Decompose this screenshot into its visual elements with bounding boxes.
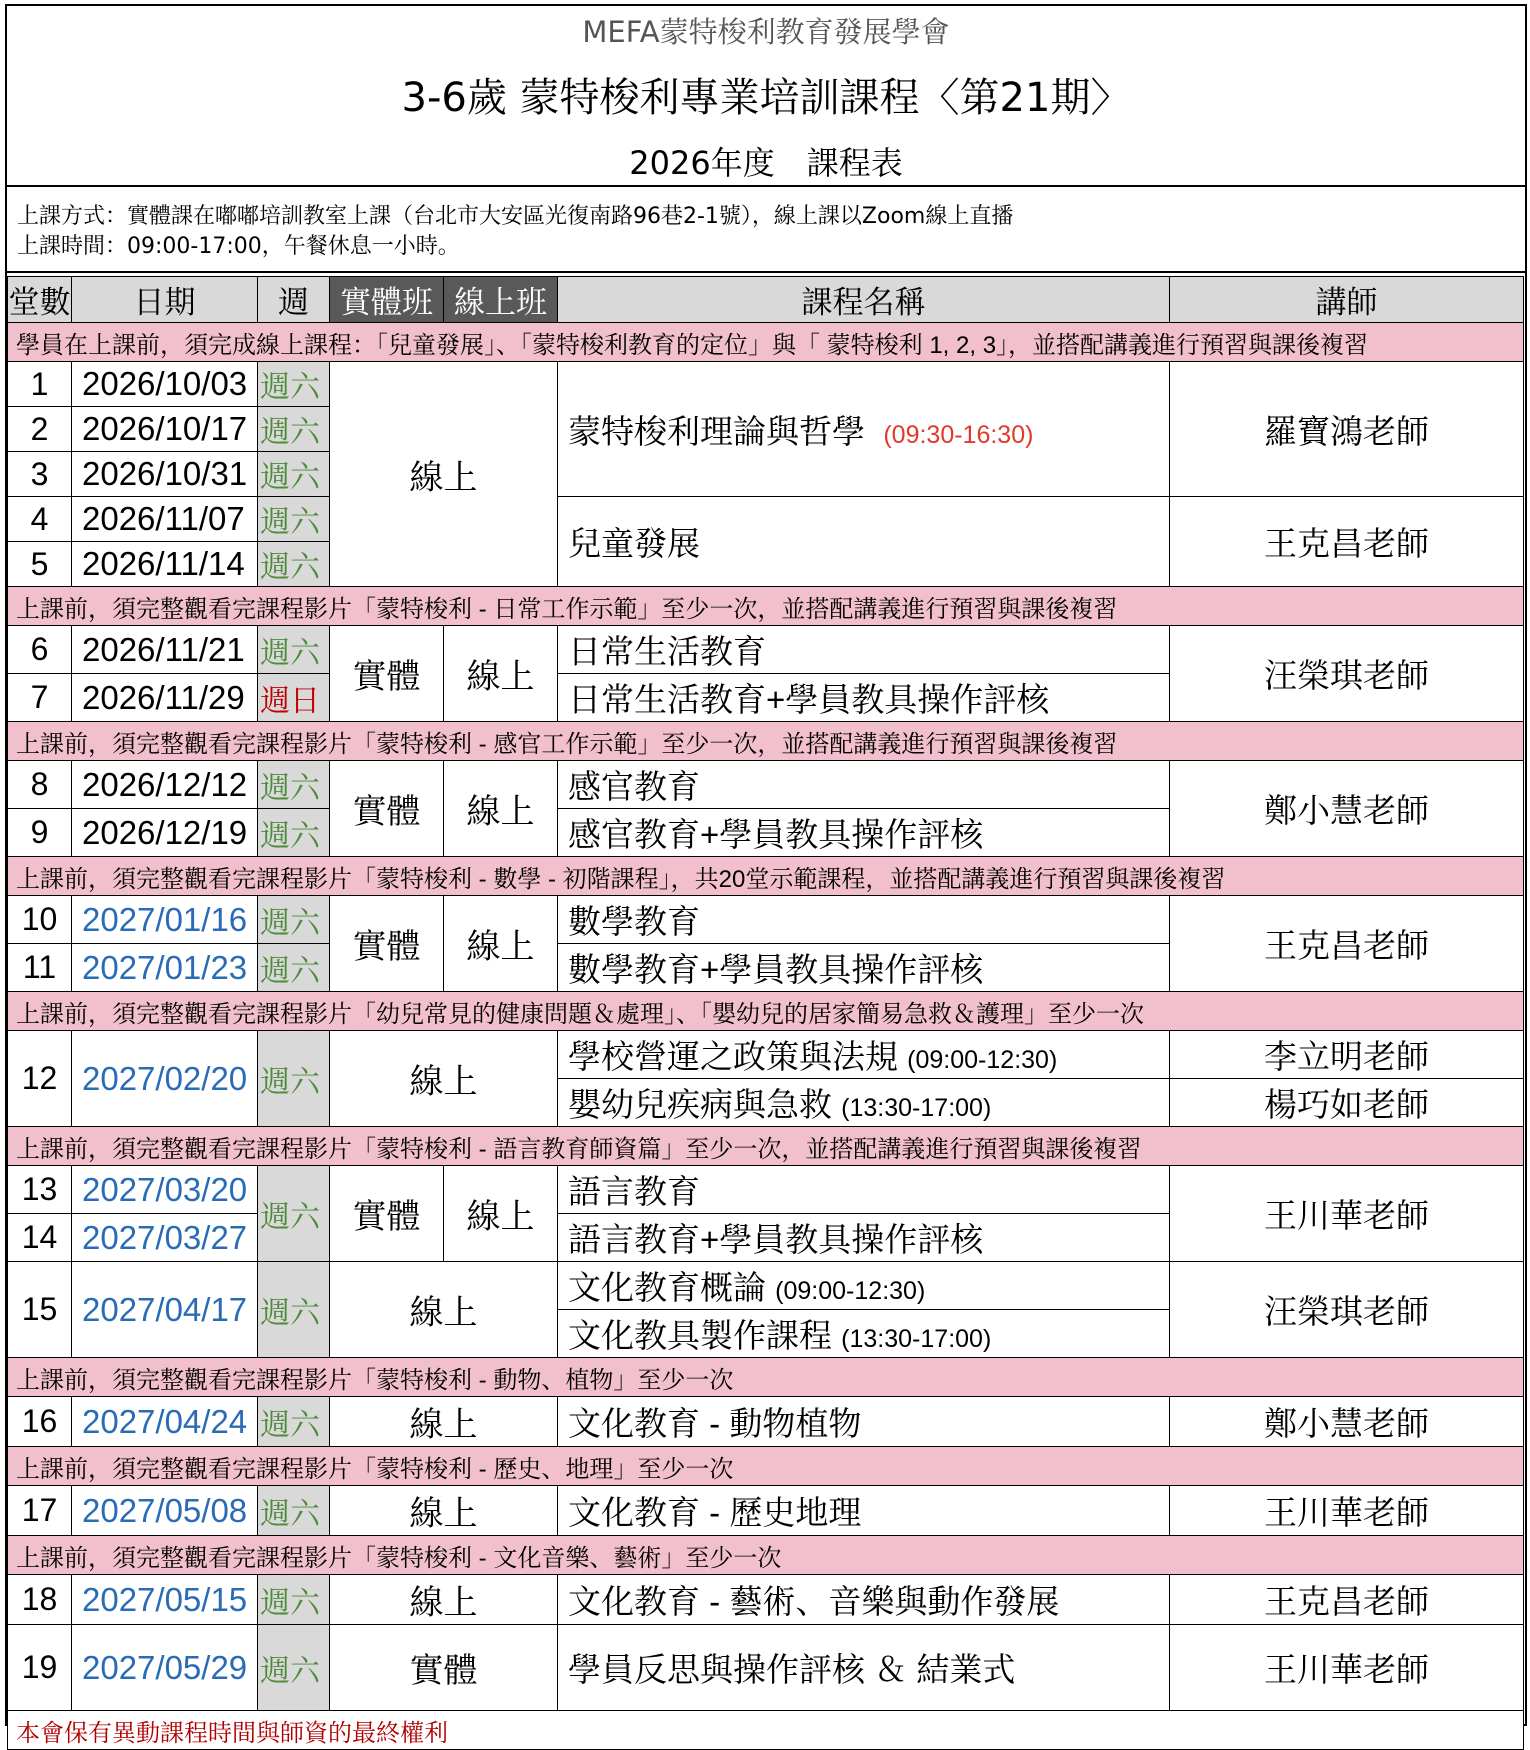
teacher-name: 汪榮琪老師 bbox=[1170, 626, 1524, 722]
table-row bbox=[8, 1262, 1524, 1310]
session-mode-online: 線上 bbox=[444, 1166, 558, 1262]
teacher-name: 王川華老師 bbox=[1170, 1166, 1524, 1262]
session-number: 11 bbox=[8, 944, 72, 992]
table-row bbox=[8, 1486, 1524, 1536]
session-date: 2027/05/08 bbox=[72, 1486, 258, 1536]
teacher-name: 王克昌老師 bbox=[1170, 497, 1524, 587]
session-number: 10 bbox=[8, 896, 72, 944]
session-weekday: 週六 bbox=[258, 626, 330, 674]
session-number: 18 bbox=[8, 1575, 72, 1625]
notice-banner: 上課前，須完整觀看完課程影片「蒙特梭利 - 歷史、地理」至少一次 bbox=[8, 1447, 1524, 1486]
notice-banner: 上課前，須完整觀看完課程影片「蒙特梭利 - 語言教育師資篇」至少一次，並搭配講義進行預習與課後複習 bbox=[8, 1127, 1524, 1166]
session-date: 2027/05/15 bbox=[72, 1575, 258, 1625]
course-time: (13:30-17:00) bbox=[841, 1325, 992, 1353]
teacher-name: 汪榮琪老師 bbox=[1170, 1262, 1524, 1358]
teacher-name: 羅寶鴻老師 bbox=[1170, 362, 1524, 497]
notice-banner: 上課前，須完整觀看完課程影片「蒙特梭利 - 日常工作示範」至少一次，並搭配講義進行預習與課後複習 bbox=[8, 587, 1524, 626]
session-date: 2026/11/07 bbox=[72, 497, 258, 542]
session-date: 2027/03/20 bbox=[72, 1166, 258, 1214]
session-weekday: 週六 bbox=[258, 362, 330, 407]
session-date: 2026/11/21 bbox=[72, 626, 258, 674]
table-row bbox=[8, 1397, 1524, 1447]
session-mode-physical: 實體 bbox=[330, 896, 444, 992]
session-number: 19 bbox=[8, 1625, 72, 1711]
notice-banner: 上課前，須完整觀看完課程影片「蒙特梭利 - 感官工作示範」至少一次，並搭配講義進行預習與課後複習 bbox=[8, 722, 1524, 761]
table-row bbox=[8, 896, 1524, 944]
session-number: 7 bbox=[8, 674, 72, 722]
course-name: 學員反思與操作評核 ＆ 結業式 bbox=[558, 1625, 1170, 1711]
schedule-sheet bbox=[5, 4, 1527, 1747]
session-date: 2027/04/24 bbox=[72, 1397, 258, 1447]
teacher-name: 王克昌老師 bbox=[1170, 896, 1524, 992]
footer-note-row bbox=[8, 1711, 1524, 1750]
session-number: 4 bbox=[8, 497, 72, 542]
page-title: 3-6歲 蒙特梭利專業培訓課程〈第21期〉 bbox=[401, 75, 1131, 121]
session-date: 2027/01/16 bbox=[72, 896, 258, 944]
session-weekday: 週六 bbox=[258, 896, 330, 944]
session-date: 2026/10/31 bbox=[72, 452, 258, 497]
session-mode: 線上 bbox=[330, 1262, 558, 1358]
session-weekday: 週六 bbox=[258, 1486, 330, 1536]
session-weekday: 週六 bbox=[258, 1575, 330, 1625]
course-name: 感官教育+學員教具操作評核 bbox=[558, 809, 1170, 857]
course-name: 蒙特梭利理論與哲學 (09:30-16:30) bbox=[558, 362, 1170, 497]
session-weekday: 週六 bbox=[258, 542, 330, 587]
divider bbox=[7, 271, 1525, 273]
course-name: 文化教育 - 藝術、音樂與動作發展 bbox=[558, 1575, 1170, 1625]
session-date: 2027/03/27 bbox=[72, 1214, 258, 1262]
table-row bbox=[8, 1625, 1524, 1711]
session-number: 15 bbox=[8, 1262, 72, 1358]
notice-banner: 上課前，須完整觀看完課程影片「蒙特梭利 - 動物、植物」至少一次 bbox=[8, 1358, 1524, 1397]
session-weekday: 週六 bbox=[258, 407, 330, 452]
teacher-name: 王克昌老師 bbox=[1170, 1575, 1524, 1625]
course-time: (09:00-12:30) bbox=[907, 1046, 1058, 1074]
session-date: 2027/05/29 bbox=[72, 1625, 258, 1711]
session-number: 1 bbox=[8, 362, 72, 407]
session-mode: 線上 bbox=[330, 1397, 558, 1447]
session-number: 12 bbox=[8, 1031, 72, 1127]
teacher-name: 楊巧如老師 bbox=[1170, 1079, 1524, 1127]
session-number: 5 bbox=[8, 542, 72, 587]
table-row bbox=[8, 1031, 1524, 1079]
session-mode-online: 線上 bbox=[444, 761, 558, 857]
table-row bbox=[8, 497, 1524, 542]
notice-banner: 上課前，須完整觀看完課程影片「幼兒常見的健康問題＆處理」、「嬰幼兒的居家簡易急救＆護理」至少一次 bbox=[8, 992, 1524, 1031]
session-number: 14 bbox=[8, 1214, 72, 1262]
session-weekday: 週六 bbox=[258, 761, 330, 809]
session-date: 2026/11/29 bbox=[72, 674, 258, 722]
session-number: 16 bbox=[8, 1397, 72, 1447]
session-mode: 線上 bbox=[330, 1486, 558, 1536]
organization-name: MEFA蒙特梭利教育發展學會 bbox=[582, 15, 950, 49]
session-date: 2027/04/17 bbox=[72, 1262, 258, 1358]
divider bbox=[7, 185, 1525, 187]
column-header-course: 課程名稱 bbox=[558, 277, 1170, 323]
table-row bbox=[8, 1166, 1524, 1214]
session-mode: 線上 bbox=[330, 362, 558, 587]
session-mode: 線上 bbox=[330, 1031, 558, 1127]
course-name: 嬰幼兒疾病與急救 (13:30-17:00) bbox=[558, 1079, 1170, 1127]
course-name: 日常生活教育+學員教具操作評核 bbox=[558, 674, 1170, 722]
session-date: 2026/12/19 bbox=[72, 809, 258, 857]
teacher-name: 鄭小慧老師 bbox=[1170, 761, 1524, 857]
session-number: 2 bbox=[8, 407, 72, 452]
course-name: 文化教育 - 歷史地理 bbox=[558, 1486, 1170, 1536]
course-name: 學校營運之政策與法規 (09:00-12:30) bbox=[558, 1031, 1170, 1079]
notice-banner: 上課前，須完整觀看完課程影片「蒙特梭利 - 數學 - 初階課程」，共20堂示範課程，並搭配講義進行預習與課後複習 bbox=[8, 857, 1524, 896]
course-time: (09:00-12:30) bbox=[775, 1277, 926, 1305]
session-weekday: 週六 bbox=[258, 452, 330, 497]
teacher-name: 李立明老師 bbox=[1170, 1031, 1524, 1079]
teacher-name: 王川華老師 bbox=[1170, 1625, 1524, 1711]
column-header-date: 日期 bbox=[72, 277, 258, 323]
session-weekday: 週六 bbox=[258, 1031, 330, 1127]
session-number: 13 bbox=[8, 1166, 72, 1214]
column-header-online: 線上班 bbox=[444, 277, 558, 323]
session-weekday: 週六 bbox=[258, 1166, 330, 1262]
teacher-name: 鄭小慧老師 bbox=[1170, 1397, 1524, 1447]
session-date: 2026/11/14 bbox=[72, 542, 258, 587]
course-name: 日常生活教育 bbox=[558, 626, 1170, 674]
table-header-row bbox=[8, 277, 1524, 323]
session-number: 3 bbox=[8, 452, 72, 497]
session-mode-online: 線上 bbox=[444, 896, 558, 992]
course-name: 文化教育概論 (09:00-12:30) bbox=[558, 1262, 1170, 1310]
session-number: 9 bbox=[8, 809, 72, 857]
course-time: (09:30-16:30) bbox=[883, 420, 1034, 449]
table-row bbox=[8, 761, 1524, 809]
page-subtitle: 2026年度 課程表 bbox=[629, 144, 903, 182]
footer-note: 本會保有異動課程時間與師資的最終權利 bbox=[8, 1711, 1524, 1750]
session-number: 6 bbox=[8, 626, 72, 674]
course-name: 語言教育 bbox=[558, 1166, 1170, 1214]
session-date: 2026/10/17 bbox=[72, 407, 258, 452]
notice-banner: 學員在上課前，須完成線上課程：「兒童發展」、「蒙特梭利教育的定位」與「 蒙特梭利 1, 2, 3」，並搭配講義進行預習與課後複習 bbox=[8, 323, 1524, 362]
column-header-week: 週 bbox=[258, 277, 330, 323]
session-date: 2026/10/03 bbox=[72, 362, 258, 407]
course-name: 感官教育 bbox=[558, 761, 1170, 809]
session-mode: 實體 bbox=[330, 1625, 558, 1711]
course-name: 文化教具製作課程 (13:30-17:00) bbox=[558, 1310, 1170, 1358]
course-time: (13:30-17:00) bbox=[841, 1094, 992, 1122]
class-method-info: 上課方式：實體課在嘟嘟培訓教室上課（台北市大安區光復南路96巷2-1號），線上課以Zoom線上直播 bbox=[17, 204, 1014, 229]
session-mode-physical: 實體 bbox=[330, 1166, 444, 1262]
session-weekday: 週六 bbox=[258, 1262, 330, 1358]
notice-banner: 上課前，須完整觀看完課程影片「蒙特梭利 - 文化音樂、藝術」至少一次 bbox=[8, 1536, 1524, 1575]
session-weekday: 週六 bbox=[258, 809, 330, 857]
course-name: 數學教育 bbox=[558, 896, 1170, 944]
class-time-info: 上課時間：09:00-17:00，午餐休息一小時。 bbox=[17, 234, 460, 259]
teacher-name: 王川華老師 bbox=[1170, 1486, 1524, 1536]
session-mode: 線上 bbox=[330, 1575, 558, 1625]
table-row bbox=[8, 626, 1524, 674]
column-header-num: 堂數 bbox=[8, 277, 72, 323]
session-mode-physical: 實體 bbox=[330, 761, 444, 857]
session-number: 8 bbox=[8, 761, 72, 809]
session-weekday: 週六 bbox=[258, 1397, 330, 1447]
session-weekday: 週六 bbox=[258, 1625, 330, 1711]
course-name: 語言教育+學員教具操作評核 bbox=[558, 1214, 1170, 1262]
session-date: 2027/02/20 bbox=[72, 1031, 258, 1127]
session-weekday: 週日 bbox=[258, 674, 330, 722]
session-number: 17 bbox=[8, 1486, 72, 1536]
session-weekday: 週六 bbox=[258, 497, 330, 542]
session-date: 2026/12/12 bbox=[72, 761, 258, 809]
column-header-teacher: 講師 bbox=[1170, 277, 1524, 323]
session-mode-physical: 實體 bbox=[330, 626, 444, 722]
session-weekday: 週六 bbox=[258, 944, 330, 992]
table-row bbox=[8, 362, 1524, 407]
course-name: 兒童發展 bbox=[558, 497, 1170, 587]
course-name: 文化教育 - 動物植物 bbox=[558, 1397, 1170, 1447]
course-name: 數學教育+學員教具操作評核 bbox=[558, 944, 1170, 992]
table-row bbox=[8, 1575, 1524, 1625]
session-mode-online: 線上 bbox=[444, 626, 558, 722]
session-date: 2027/01/23 bbox=[72, 944, 258, 992]
column-header-physical: 實體班 bbox=[330, 277, 444, 323]
schedule-table bbox=[7, 276, 1524, 1750]
